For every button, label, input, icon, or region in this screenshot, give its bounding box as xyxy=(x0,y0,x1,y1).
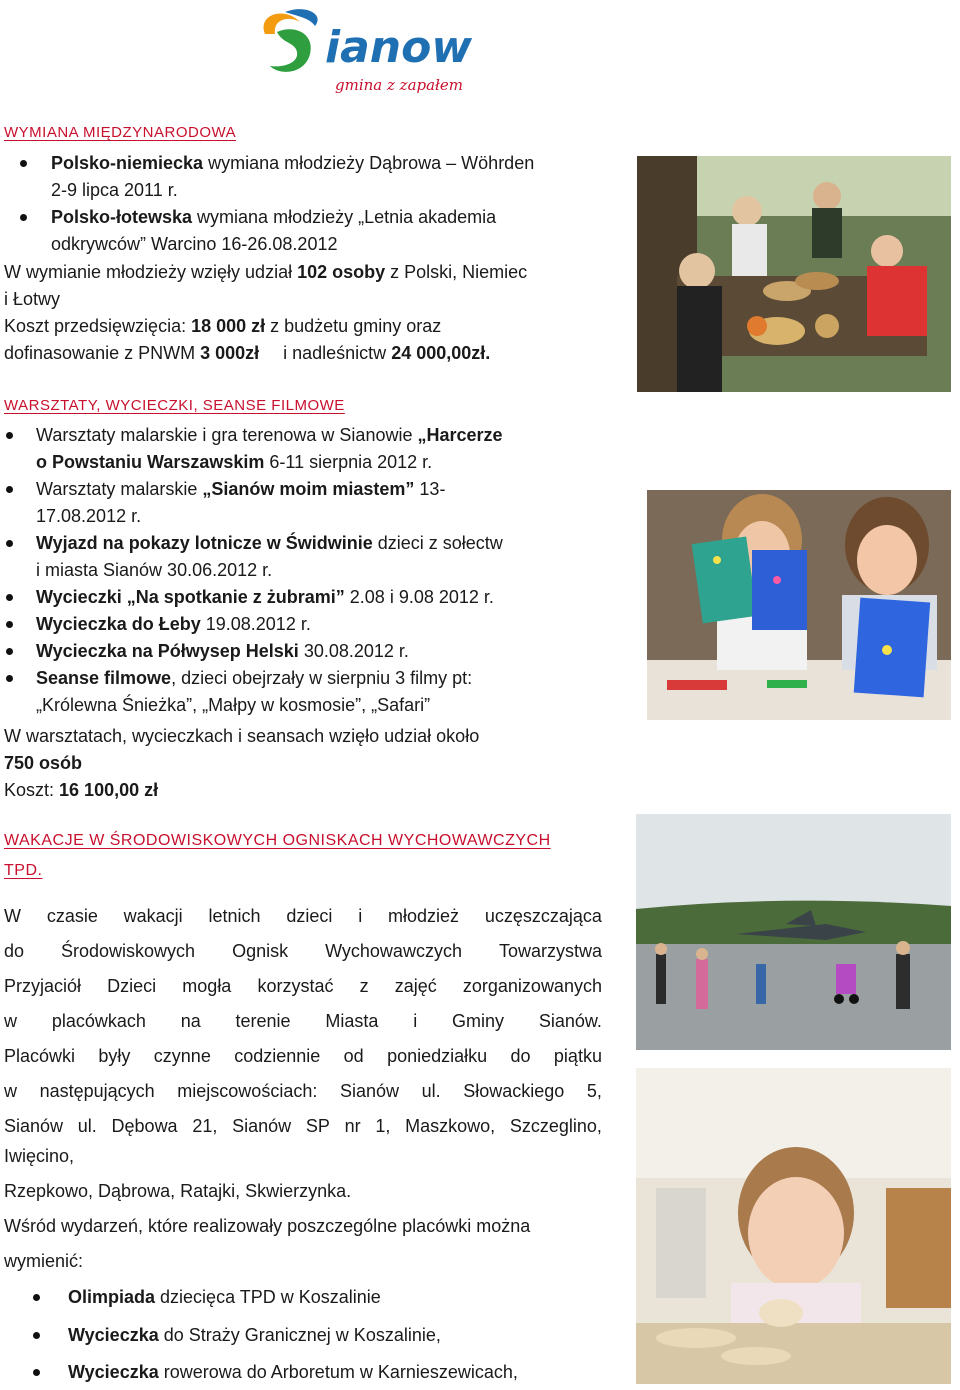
svg-text:ianow: ianow xyxy=(325,22,472,73)
bullet-icon xyxy=(6,486,13,493)
section-heading-workshops xyxy=(4,397,345,414)
sianow-logo xyxy=(255,4,495,96)
section-heading-exchange xyxy=(4,124,236,141)
paragraph-participants: W wymianie młodzieży wzięły udział 102 osoby z Polski, Niemiec xyxy=(4,262,528,282)
word: do xyxy=(4,941,25,961)
list-item: Warsztaty malarskie „Sianów moim miastem” 13- 17.08.2012 r. xyxy=(0,476,620,530)
word: Placówki xyxy=(4,1046,76,1066)
photo-children-workshop xyxy=(637,156,951,392)
word: Sianów xyxy=(232,1116,292,1136)
word: zajęć xyxy=(394,976,437,996)
word: do xyxy=(510,1046,531,1066)
word: SP xyxy=(305,1116,330,1136)
bullet-icon xyxy=(6,648,13,655)
list-item: Seanse filmowe, dzieci obejrzały w sierpniu 3 filmy pt: „Królewna Śnieżka”, „Małpy w kosmosie”, „Safari” xyxy=(0,665,620,719)
word: były xyxy=(98,1046,131,1066)
word: korzystać xyxy=(257,976,334,996)
word: piątku xyxy=(553,1046,602,1066)
word: Towarzystwa xyxy=(498,941,602,961)
paragraph-line xyxy=(4,934,602,969)
word: Sianów xyxy=(339,1081,399,1101)
bullet-icon xyxy=(6,594,13,601)
word: następujących xyxy=(39,1081,155,1101)
bullet-icon xyxy=(33,1332,40,1339)
paragraph-line xyxy=(4,1004,602,1039)
photo-air-show xyxy=(636,814,951,1050)
photo-girl-baking xyxy=(636,1068,951,1384)
list-item: Wycieczka na Półwysep Helski 30.08.2012 r. xyxy=(0,638,620,665)
word: Środowiskowych xyxy=(61,941,196,961)
word: miejscowościach: xyxy=(177,1081,318,1101)
paragraph-funding: dofinasowanie z PNWM 3 000zł i nadleśnictw 24 000,00zł. xyxy=(4,343,491,363)
word: na xyxy=(180,1011,201,1031)
word: terenie xyxy=(235,1011,291,1031)
word: Przyjaciół xyxy=(4,976,82,996)
bullet-icon xyxy=(33,1369,40,1376)
word: od xyxy=(343,1046,364,1066)
word: Ognisk xyxy=(232,941,289,961)
paragraph-line: wymienić: xyxy=(4,1251,84,1271)
heading-summer-tpd: WAKACJE W ŚRODOWISKOWYCH OGNISKACH WYCHOWAWCZYCH xyxy=(4,832,551,849)
word: Sianów. xyxy=(538,1011,602,1031)
bullet-icon xyxy=(6,621,13,628)
workshops-list xyxy=(0,422,620,719)
svg-text:gmina z zapałem: gmina z zapałem xyxy=(335,76,464,94)
word: i xyxy=(358,906,363,926)
bullet-icon xyxy=(20,160,27,167)
word: zorganizowanych xyxy=(462,976,602,996)
bullet-icon xyxy=(6,675,13,682)
paragraph-count: 750 osób xyxy=(4,753,83,773)
bullet-icon xyxy=(33,1294,40,1301)
list-item: Wycieczka do Łeby 19.08.2012 r. xyxy=(0,611,620,638)
word: i xyxy=(413,1011,418,1031)
paragraph-participation: W warsztatach, wycieczkach i seansach wzięło udział około xyxy=(4,726,480,746)
paragraph-line xyxy=(4,969,602,1004)
word: dzieci xyxy=(286,906,333,926)
word: Szczeglino, xyxy=(509,1116,602,1136)
bullet-icon xyxy=(20,214,27,221)
word: Słowackiego xyxy=(463,1081,565,1101)
word: Maszkowo, xyxy=(405,1116,496,1136)
word: W xyxy=(4,906,21,926)
word: Gminy xyxy=(452,1011,505,1031)
heading-international-exchange: WYMIANA MIĘDZYNARODOWA xyxy=(4,124,237,141)
word: młodzież xyxy=(388,906,460,926)
heading-tpd: TPD. xyxy=(4,862,43,879)
heading-workshops: WARSZTATY, WYCIECZKI, SEANSE FILMOWE xyxy=(4,397,345,414)
paragraph-line: Wśród wydarzeń, które realizowały poszczególne placówki można xyxy=(4,1216,531,1236)
word: Miasta xyxy=(325,1011,379,1031)
word: letnich xyxy=(208,906,261,926)
word: 21, xyxy=(192,1116,218,1136)
bullet-icon xyxy=(6,432,13,439)
word: nr xyxy=(344,1116,361,1136)
word: mogła xyxy=(182,976,232,996)
word: czynne xyxy=(153,1046,211,1066)
word: Dębowa xyxy=(111,1116,178,1136)
paragraph-line: Iwięcino, xyxy=(4,1146,75,1166)
word: Sianów xyxy=(4,1116,64,1136)
tpd-paragraph xyxy=(4,899,602,1144)
list-item: Wycieczki „Na spotkanie z żubrami” 2.08 i 9.08 2012 r. xyxy=(0,584,620,611)
word: codziennie xyxy=(234,1046,321,1066)
paragraph-line: Rzepkowo, Dąbrowa, Ratajki, Skwierzynka. xyxy=(4,1181,352,1201)
section-heading-tpd xyxy=(4,832,551,880)
paragraph-countries: i Łotwy xyxy=(4,289,61,309)
word: 5, xyxy=(586,1081,602,1101)
word: poniedziałku xyxy=(387,1046,488,1066)
word: w xyxy=(4,1011,17,1031)
paragraph-cost: Koszt przedsięwzięcia: 18 000 zł z budżetu gminy oraz xyxy=(4,316,442,336)
paragraph-line xyxy=(4,1039,602,1074)
word: wakacji xyxy=(123,906,183,926)
list-item: Warsztaty malarskie i gra terenowa w Sianowie „Harcerze o Powstaniu Warszawskim 6-11 sierpnia 2012 r. xyxy=(0,422,620,476)
word: z xyxy=(359,976,369,996)
paragraph-cost-2: Koszt: 16 100,00 zł xyxy=(4,780,159,800)
word: placówkach xyxy=(51,1011,146,1031)
word: Dzieci xyxy=(107,976,157,996)
word: 1, xyxy=(375,1116,391,1136)
word: czasie xyxy=(46,906,98,926)
word: ul. xyxy=(421,1081,441,1101)
paragraph-line xyxy=(4,1109,602,1144)
list-item: Wyjazd na pokazy lotnicze w Świdwinie dzieci z sołectw i miasta Sianów 30.06.2012 r. xyxy=(0,530,620,584)
word: Wychowawczych xyxy=(325,941,462,961)
photo-girls-cards xyxy=(647,490,951,720)
paragraph-line xyxy=(4,899,602,934)
word: w xyxy=(4,1081,17,1101)
word: uczęszczająca xyxy=(484,906,602,926)
bullet-icon xyxy=(6,540,13,547)
paragraph-line xyxy=(4,1074,602,1109)
word: ul. xyxy=(77,1116,97,1136)
